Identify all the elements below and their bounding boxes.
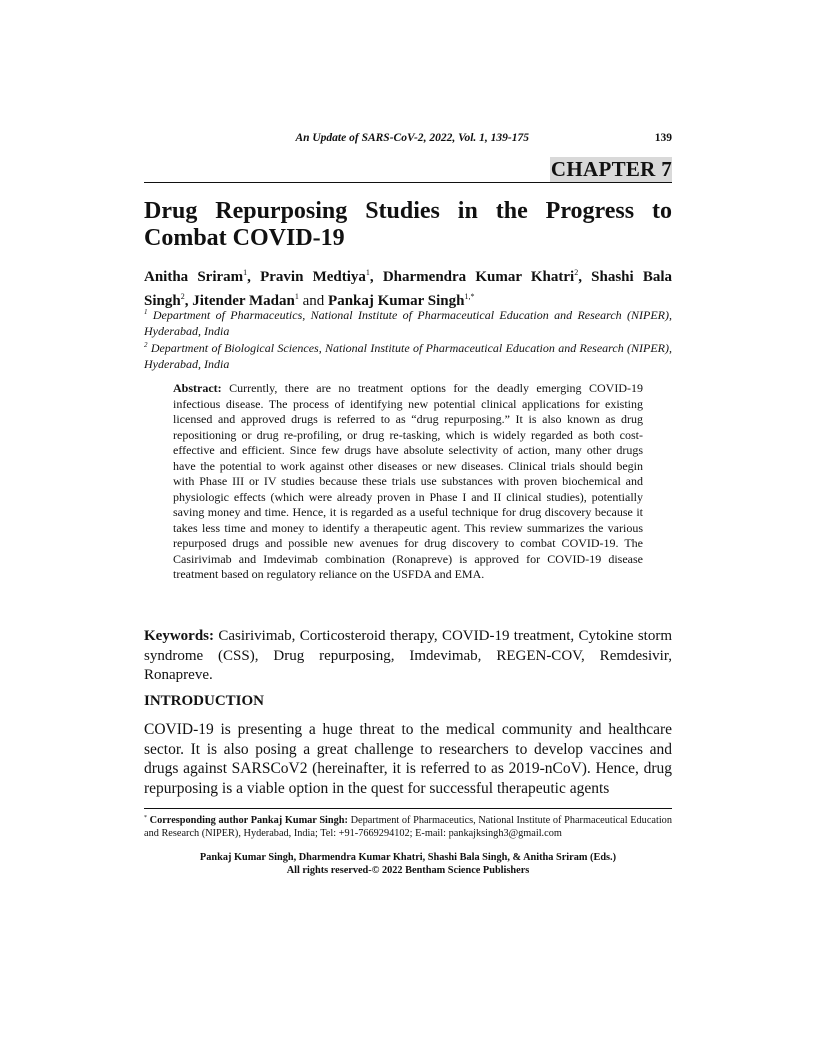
author-name: Dharmendra Kumar Khatri (382, 269, 575, 285)
affiliation-2 (144, 338, 672, 372)
author-affil-mark: 2 (574, 268, 579, 277)
footnote-rule (144, 808, 672, 809)
affiliation-1 (144, 305, 672, 339)
author-separator: , (184, 293, 193, 309)
author-name: Shashi Bala Singh (144, 269, 673, 309)
introduction-paragraph: COVID-19 is presenting a huge threat to the medical community and healthcare sector. It is also posing a great challenge to researchers to develop vaccines and drugs against SARSCoV2 (hereinafter, it is referred to as 2019-nCoV). Hence, drug repurposing is a viable option in the quest for successful therapeutic agents (144, 721, 672, 797)
title-line-2: Combat COVID-19 (144, 225, 345, 251)
affiliation-mark: 2 (144, 341, 148, 349)
footnote-mark: * (144, 815, 147, 821)
volume: Vol. 1 (458, 132, 485, 144)
article-title (144, 198, 672, 252)
footnote-text: Department of Pharmaceutics, National Institute of Pharmaceutical Education and Research (NIPER), Hyderabad, India; Tel: +91-7669294102; E-mail: pankajksingh3@gmail.com (144, 815, 672, 839)
author-list (144, 263, 672, 311)
chapter-rule (144, 182, 672, 183)
author-name: Pravin Medtiya (260, 269, 366, 285)
year: , 2022, (423, 132, 459, 144)
author-separator: , (247, 269, 261, 285)
keywords (144, 627, 672, 686)
author-affil-mark: 1 (243, 268, 248, 277)
abstract-text: Currently, there are no treatment options for the deadly emerging COVID-19 infectious disease. The process of identifying new potential clinical applications for existing licensed and approved drugs is referred to as “drug repurposing.” It is also known as drug repositioning or drug re-profiling, or drug re-tasking, which is widely regarded as both cost-effective and efficient. Since few drugs have absolute selectivity of action, many other drugs have the potential to work against other diseases or new diseases. Clinical trials should begin with Phase III or IV studies because these trials use substances with proven biochemical and physiologic effects (which were already proven in Phase I and II clinical studies), potentially saving money and time. Hence, it is regarded as a useful technique for drug discovery because it takes less time and money to identify a therapeutic agent. This review summarizes the various repurposed drugs and possible new avenues for drug discovery to combat COVID-19. The Casirivimab and Imdevimab combination (Ronapreve) is approved for COVID-19 disease treatment based on regulatory reliance on the USFDA and EMA. (173, 381, 643, 581)
section-heading-introduction: INTRODUCTION (144, 693, 265, 709)
corresponding-author-footnote (144, 812, 672, 840)
journal-title: An Update of SARS-CoV-2 (295, 132, 424, 144)
author-name: Pankaj Kumar Singh (328, 293, 465, 309)
keywords-text: Casirivimab, Corticosteroid therapy, COVID-19 treatment, Cytokine storm syndrome (CSS), Drug repurposing, Imdevimab, REGEN-COV, Remdesivir, Ronapreve. (144, 628, 672, 683)
author-separator: , (369, 269, 383, 285)
title-line-1: Drug Repurposing Studies in the Progress to (144, 198, 672, 224)
affiliation-text: Department of Biological Sciences, National Institute of Pharmaceutical Education and Research (NIPER), Hyderabad, India (144, 341, 673, 371)
affiliation-text: Department of Pharmaceutics, National Institute of Pharmaceutical Education and Research (NIPER), Hyderabad, India (144, 308, 673, 338)
author-conjunction: and (298, 293, 329, 309)
author-affil-mark: 1,* (464, 292, 475, 301)
author-name: Anitha Sriram (144, 269, 244, 285)
editors-copyright (144, 851, 672, 877)
author-affil-mark: 1 (294, 292, 299, 301)
page-range: , 139-175 (484, 132, 529, 144)
footnote-label: Corresponding author Pankaj Kumar Singh: (147, 815, 348, 826)
page-number: 139 (654, 132, 672, 144)
keywords-label: Keywords: (144, 628, 214, 644)
author-affil-mark: 1 (365, 268, 370, 277)
author-separator: , (578, 269, 592, 285)
chapter-label: CHAPTER 7 (550, 157, 672, 181)
affiliation-mark: 1 (144, 308, 148, 316)
running-header (144, 132, 529, 144)
copyright-line: All rights reserved-© 2022 Bentham Science Publishers (286, 865, 530, 876)
author-affil-mark: 2 (180, 292, 185, 301)
abstract (173, 381, 643, 583)
author-name: Jitender Madan (192, 293, 295, 309)
abstract-label: Abstract: (173, 381, 222, 395)
editors-line: Pankaj Kumar Singh, Dharmendra Kumar Khatri, Shashi Bala Singh, & Anitha Sriram (Eds.) (199, 852, 617, 863)
